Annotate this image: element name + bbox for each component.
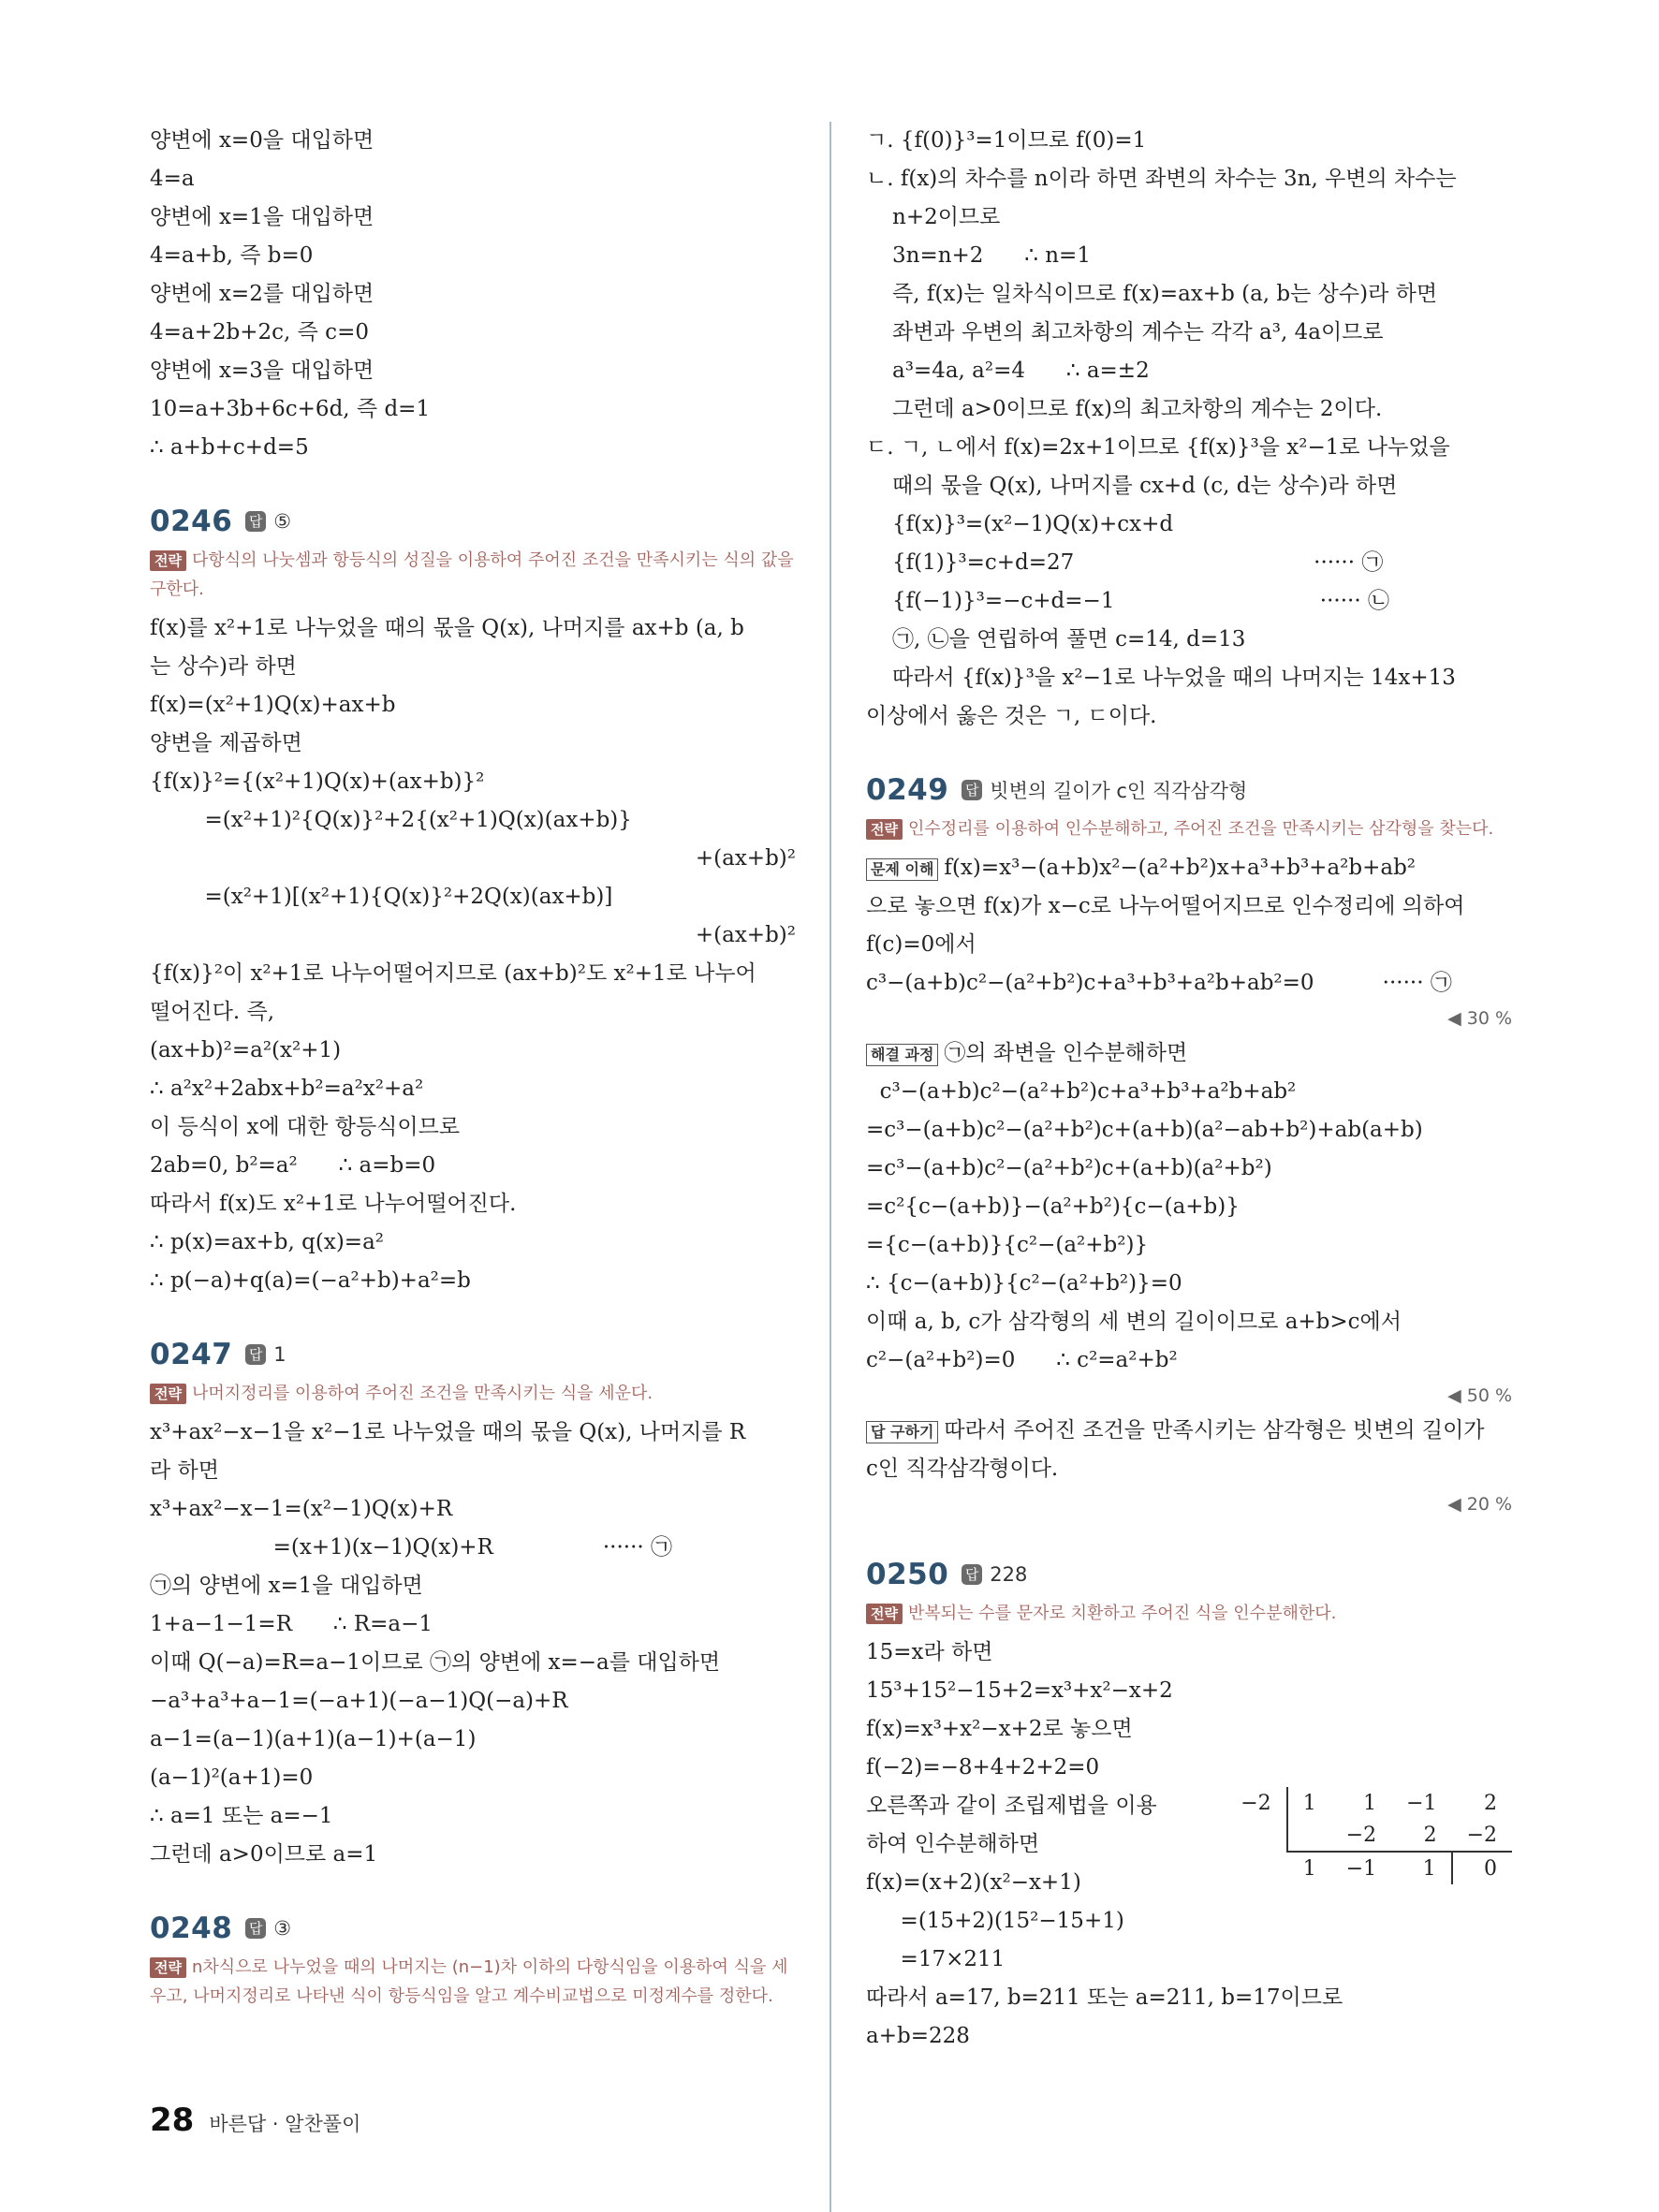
- solution-line: f(x)=x³+x²−x+2로 놓으면: [866, 1717, 1133, 1741]
- solution-line: f(c)=0에서: [866, 932, 976, 957]
- solution-line: ㄴ. f(x)의 차수를 n이라 하면 좌변의 차수는 3n, 우변의 차수는: [866, 167, 1457, 191]
- solution-line: 이때 a, b, c가 삼각형의 세 변의 길이이므로 a+b>c에서: [866, 1310, 1402, 1334]
- strategy-note: [150, 1953, 796, 2011]
- problem-number: 0246: [150, 505, 233, 538]
- solution-line: 양변에 x=1을 대입하면: [150, 205, 374, 229]
- solution-line: =c³−(a+b)c²−(a²+b²)c+(a+b)(a²−ab+b²)+ab(a+b): [866, 1118, 1423, 1142]
- problem-0249-solution-a: [866, 887, 1512, 1003]
- solution-line: 떨어진다. 즉,: [150, 1000, 275, 1024]
- solution-line: 양변을 제곱하면: [150, 731, 302, 755]
- solution-line: x³+ax²−x−1=(x²−1)Q(x)+R: [150, 1497, 453, 1521]
- solution-line: 따라서 f(x)도 x²+1로 나누어떨어진다.: [150, 1192, 517, 1216]
- left-column: [150, 122, 796, 2016]
- solution-line: 10=a+3b+6c+6d, 즉 d=1: [150, 397, 431, 421]
- solution-line: n+2이므로: [892, 205, 1001, 229]
- solution-line: a³=4a, a²=4 ∴ a=±2: [892, 359, 1150, 383]
- solution-line: 이상에서 옳은 것은 ㄱ, ㄷ이다.: [866, 704, 1157, 728]
- solution-line: 3n=n+2 ∴ n=1: [892, 243, 1091, 268]
- problem-0247-header: [150, 1338, 796, 1371]
- problem-number: 0250: [866, 1558, 949, 1591]
- solution-line: =(x²+1)²{Q(x)}²+2{(x²+1)Q(x)(ax+b)}: [150, 808, 632, 832]
- solution-line: 즉, f(x)는 일차식이므로 f(x)=ax+b (a, b는 상수)라 하면: [892, 282, 1438, 306]
- solution-line: f(x)=(x²+1)Q(x)+ax+b: [150, 693, 396, 717]
- problem-0250-header: [866, 1558, 1512, 1591]
- answer-value: ⑤: [273, 510, 292, 533]
- solution-line: {f(x)}²이 x²+1로 나누어떨어지므로 (ax+b)²도 x²+1로 나누어: [150, 961, 756, 986]
- problem-number: 0248: [150, 1912, 233, 1945]
- synth-cell: 1: [1363, 1791, 1377, 1815]
- problem-0248-solution: [866, 122, 1512, 736]
- synth-empty: [1226, 1819, 1286, 1852]
- solution-line: c³−(a+b)c²−(a²+b²)c+a³+b³+a²b+ab²=0 ······ ㉠: [866, 971, 1452, 995]
- right-column: [866, 122, 1512, 2056]
- strategy-tag: 전략: [866, 1604, 903, 1624]
- solution-line: 따라서 a=17, b=211 또는 a=211, b=17이므로: [866, 1985, 1343, 2010]
- problem-0248-header: [150, 1912, 796, 1945]
- synth-cell: 1: [1302, 1791, 1316, 1815]
- solution-line: 하여 인수분해하면: [866, 1832, 1040, 1856]
- problem-0249-solution-b: [866, 1073, 1512, 1380]
- solution-line: (ax+b)²=a²(x²+1): [150, 1038, 342, 1062]
- solution-line: {f(x)}³=(x²−1)Q(x)+cx+d: [892, 512, 1174, 536]
- solution-line: 15³+15²−15+2=x³+x²−x+2: [866, 1678, 1173, 1703]
- solution-line: 으로 놓으면 f(x)가 x−c로 나누어떨어지므로 인수정리에 의하여: [866, 894, 1465, 918]
- solution-line: f(x)=(x+2)(x²−x+1): [866, 1870, 1081, 1895]
- synth-cell: [1287, 1819, 1331, 1852]
- solution-line: 4=a+b, 즉 b=0: [150, 243, 314, 268]
- answer-icon: 답: [962, 1564, 982, 1585]
- answer-line: [866, 1412, 1512, 1450]
- strategy-tag: 전략: [866, 819, 903, 840]
- answer-value: ③: [273, 1917, 292, 1940]
- strategy-note: [866, 1599, 1512, 1628]
- synth-cell: −1: [1331, 1852, 1391, 1884]
- problem-0249-header: [866, 773, 1512, 807]
- solution-line: 양변에 x=0을 대입하면: [150, 128, 374, 153]
- score-percent: ◀ 20 %: [1447, 1494, 1512, 1515]
- problem-number: 0247: [150, 1338, 233, 1371]
- answer-icon: 답: [245, 1344, 266, 1365]
- strategy-tag: 전략: [150, 1384, 186, 1404]
- strategy-note: [866, 814, 1512, 843]
- synth-cell: 1: [1287, 1852, 1331, 1884]
- problem-0250-solution-b: [866, 1864, 1512, 2056]
- solution-line: −a³+a³+a−1=(−a+1)(−a−1)Q(−a)+R: [150, 1689, 568, 1713]
- solution-line: 1+a−1−1=R ∴ R=a−1: [150, 1612, 433, 1636]
- answer-value: 228: [990, 1563, 1028, 1586]
- answer-icon: 답: [245, 1918, 266, 1939]
- solution-line: c²−(a²+b²)=0 ∴ c²=a²+b²: [866, 1348, 1178, 1372]
- problem-0246-header: [150, 505, 796, 538]
- solution-line: a−1=(a−1)(a+1)(a−1)+(a−1): [150, 1727, 477, 1751]
- solution-line: =(15+2)(15²−15+1): [866, 1909, 1124, 1933]
- solution-line: 15=x라 하면: [866, 1640, 993, 1664]
- solution-line: 그런데 a>0이므로 f(x)의 최고차항의 계수는 2이다.: [892, 397, 1383, 421]
- solution-line: 따라서 {f(x)}³을 x²−1로 나누었을 때의 나머지는 14x+13: [892, 666, 1456, 690]
- understanding-tag: 문제 이해: [866, 858, 938, 881]
- answer-icon: 답: [245, 511, 266, 532]
- solution-line: ㉠, ㉡을 연립하여 풀면 c=14, d=13: [892, 627, 1246, 652]
- solution-line: =c³−(a+b)c²−(a²+b²)c+(a+b)(a²+b²): [866, 1156, 1272, 1180]
- solution-line: +(ax+b)²: [695, 846, 796, 871]
- solution-line: 그런데 a>0이므로 a=1: [150, 1842, 378, 1867]
- column-divider: [830, 122, 831, 2212]
- answer-value: 빗변의 길이가 c인 직각삼각형: [990, 780, 1248, 802]
- score-percent: ◀ 50 %: [1447, 1385, 1512, 1406]
- process-tag: 해결 과정: [866, 1044, 938, 1066]
- solution-line: 4=a: [150, 167, 195, 191]
- synthetic-division-table: [1226, 1787, 1512, 1884]
- strategy-text: 인수정리를 이용하여 인수분해하고, 주어진 조건을 만족시키는 삼각형을 찾는다.: [907, 819, 1494, 839]
- synth-cell: 2: [1484, 1791, 1497, 1815]
- problem-number: 0249: [866, 773, 949, 807]
- process-text: ㉠의 좌변을 인수분해하면: [944, 1041, 1188, 1065]
- synth-cell: 2: [1423, 1823, 1437, 1847]
- continued-solution: [150, 122, 796, 467]
- answer-tag: 답 구하기: [866, 1421, 938, 1443]
- problem-0250-solution-a: [866, 1633, 1512, 1787]
- solution-line: =c²{c−(a+b)}−(a²+b²){c−(a+b)}: [866, 1194, 1240, 1219]
- understanding-line: [866, 849, 1512, 887]
- solution-line: 양변에 x=3을 대입하면: [150, 359, 374, 383]
- solution-line: ∴ p(−a)+q(a)=(−a²+b)+a²=b: [150, 1268, 471, 1293]
- strategy-text: 나머지정리를 이용하여 주어진 조건을 만족시키는 식을 세운다.: [191, 1384, 653, 1403]
- synth-root: −2: [1226, 1787, 1286, 1819]
- solution-line: f(x)를 x²+1로 나누었을 때의 몫을 Q(x), 나머지를 ax+b (a, b: [150, 616, 744, 640]
- solution-line: {f(x)}²={(x²+1)Q(x)+(ax+b)}²: [150, 769, 485, 794]
- synth-cell: −2: [1466, 1823, 1497, 1847]
- synth-cell: −2: [1345, 1823, 1377, 1847]
- solution-line: =(x+1)(x−1)Q(x)+R ······ ㉠: [150, 1535, 673, 1560]
- synth-remainder: 0: [1452, 1852, 1512, 1884]
- answer-icon: 답: [962, 780, 982, 800]
- solution-line: 라 하면: [150, 1458, 219, 1483]
- synthetic-division-block: [866, 1787, 1512, 1881]
- problem-0246-solution: [150, 609, 796, 1300]
- solution-line: 양변에 x=2를 대입하면: [150, 282, 374, 306]
- solution-line: ㉠의 양변에 x=1을 대입하면: [150, 1574, 423, 1598]
- solution-line: ∴ a+b+c+d=5: [150, 435, 309, 460]
- strategy-note: [150, 1379, 796, 1408]
- solution-line: 는 상수)라 하면: [150, 654, 297, 679]
- synth-cell: 1: [1391, 1852, 1451, 1884]
- solution-line: {f(1)}³=c+d=27 ······ ㉠: [892, 550, 1384, 575]
- solution-line: ∴ a=1 또는 a=−1: [150, 1804, 333, 1828]
- solution-line: ={c−(a+b)}{c²−(a²+b²)}: [866, 1233, 1149, 1257]
- strategy-note: [150, 546, 796, 604]
- solution-line: x³+ax²−x−1을 x²−1로 나누었을 때의 몫을 Q(x), 나머지를 R: [150, 1420, 746, 1444]
- synth-empty: [1226, 1852, 1286, 1884]
- solution-line: =(x²+1)[(x²+1){Q(x)}²+2Q(x)(ax+b)]: [150, 885, 613, 909]
- solution-line: +(ax+b)²: [695, 923, 796, 947]
- synth-cell: −1: [1406, 1791, 1437, 1815]
- page-footer: [150, 2102, 360, 2139]
- solution-line: ㄱ. {f(0)}³=1이므로 f(0)=1: [866, 128, 1147, 153]
- solution-line: 좌변과 우변의 최고차항의 계수는 각각 a³, 4a이므로: [892, 320, 1384, 344]
- solution-line: f(−2)=−8+4+2+2=0: [866, 1755, 1100, 1780]
- solution-line: 때의 몫을 Q(x), 나머지를 cx+d (c, d는 상수)라 하면: [892, 474, 1398, 498]
- strategy-text: 다항식의 나눗셈과 항등식의 성질을 이용하여 주어진 조건을 만족시키는 식의 값을 구한다.: [150, 550, 794, 599]
- understanding-text: f(x)=x³−(a+b)x²−(a²+b²)x+a³+b³+a²b+ab²: [944, 856, 1417, 880]
- answer-value: 1: [273, 1343, 286, 1366]
- answer-line: c인 직각삼각형이다.: [866, 1457, 1059, 1481]
- answer-text: 따라서 주어진 조건을 만족시키는 삼각형은 빗변의 길이가: [944, 1418, 1485, 1443]
- solution-line: (a−1)²(a+1)=0: [150, 1765, 314, 1790]
- solution-line: ∴ p(x)=ax+b, q(x)=a²: [150, 1230, 385, 1254]
- solution-line: a+b=228: [866, 2024, 970, 2048]
- strategy-text: 반복되는 수를 문자로 치환하고 주어진 식을 인수분해한다.: [907, 1604, 1337, 1623]
- score-percent: ◀ 30 %: [1447, 1008, 1512, 1029]
- page-number: 28: [150, 2102, 195, 2139]
- solution-line: c³−(a+b)c²−(a²+b²)c+a³+b³+a²b+ab²: [866, 1079, 1297, 1104]
- strategy-tag: 전략: [150, 1957, 186, 1978]
- solution-line: ∴ a²x²+2abx+b²=a²x²+a²: [150, 1077, 424, 1101]
- solution-line: =17×211: [866, 1947, 1006, 1971]
- strategy-tag: 전략: [150, 550, 186, 571]
- solution-line: 오른쪽과 같이 조립제법을 이용: [866, 1794, 1157, 1818]
- solution-line: 이 등식이 x에 대한 항등식이므로: [150, 1115, 461, 1139]
- solution-line: {f(−1)}³=−c+d=−1 ······ ㉡: [892, 589, 1389, 613]
- solution-line: ∴ {c−(a+b)}{c²−(a²+b²)}=0: [866, 1271, 1182, 1296]
- solution-line: 이때 Q(−a)=R=a−1이므로 ㉠의 양변에 x=−a를 대입하면: [150, 1650, 721, 1675]
- solution-line: 2ab=0, b²=a² ∴ a=b=0: [150, 1153, 436, 1178]
- solution-line: ㄷ. ㄱ, ㄴ에서 f(x)=2x+1이므로 {f(x)}³을 x²−1로 나누었을: [866, 435, 1450, 460]
- problem-0247-solution: [150, 1414, 796, 1874]
- process-line: [866, 1034, 1512, 1073]
- strategy-text: n차식으로 나누었을 때의 나머지는 (n−1)차 이하의 다항식임을 이용하여 식을 세우고, 나머지정리로 나타낸 식이 항등식임을 알고 계수비교법으로 미정계수를 정한다.: [150, 1957, 788, 2006]
- book-title: 바른답 · 알찬풀이: [209, 2113, 361, 2135]
- solution-line: 4=a+2b+2c, 즉 c=0: [150, 320, 369, 344]
